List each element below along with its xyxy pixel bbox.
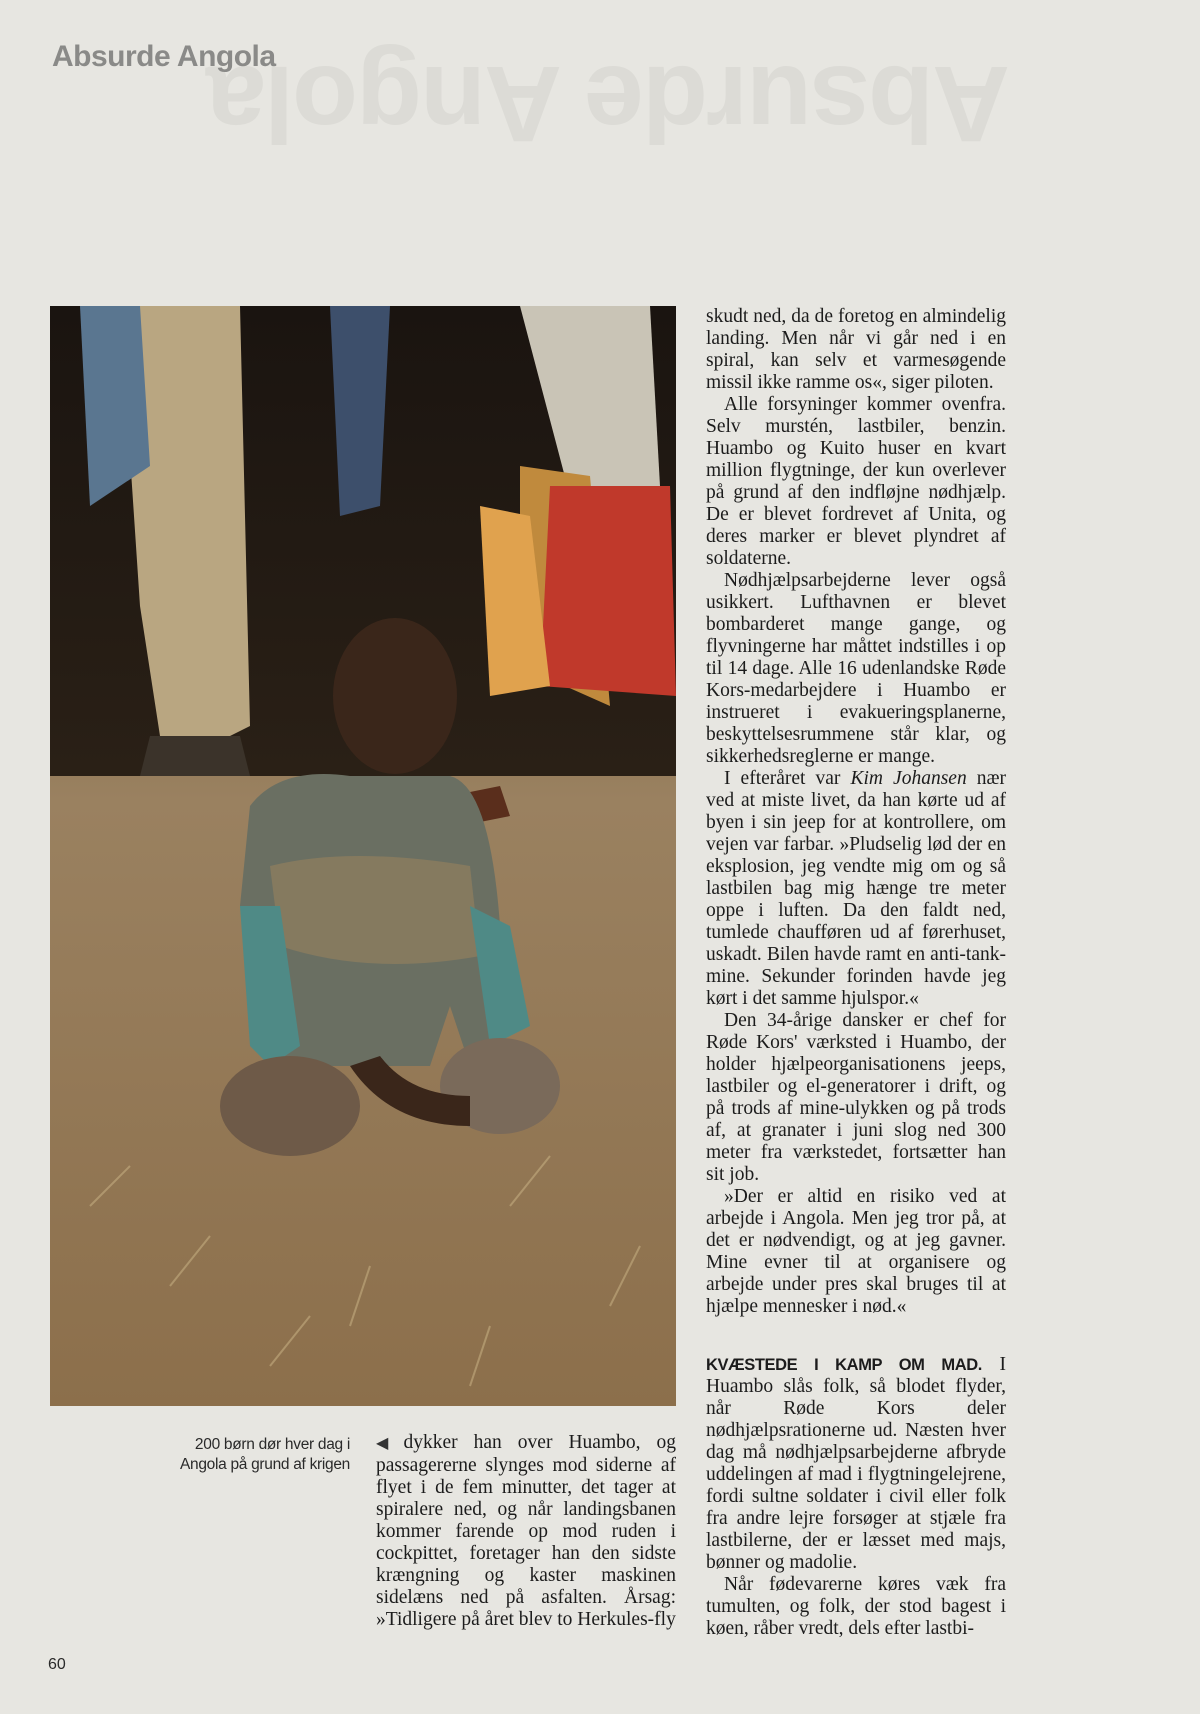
article-paragraph: Den 34-årige dansker er chef for Røde Kors' værksted i Huambo, der holder hjælpeorganisationens jeeps, lastbiler og el-generatorer i drift, og på trods af mine-ulykken og på trods af, at granater i juni slog ned 300 meter fra værkstedet, fortsætter han sit job. [706, 1010, 1006, 1185]
article-paragraph: »Der er altid en risiko ved at arbejde i Angola. Men jeg tror på, at det er nødvendigt, og at jeg gavner. Mine evner til at organisere og arbejde under pres skal bruges til at hjælpe mennesker i nød.« [706, 1186, 1006, 1317]
section-title: Absurde Angola [52, 40, 276, 73]
article-paragraph: I efteråret var Kim Johansen nær ved at miste livet, da han kørte ud af byen i sin jeep for at kontrollere, om vejen var farbar. »Pludselig lød der en eksplosion, jeg vendte mig om og så lastbilen bag mig hænge tre meter oppe i luften. Da den faldt ned, tumlede chaufføren ud af førerhuset, uskadt. Bilen havde ramt en anti-tank-mine. Sekunder forinden havde jeg kørt i det samme hjulspor.« [706, 768, 1007, 1009]
article-column-middle [376, 1432, 676, 1631]
article-paragraph: Når fødevarerne køres væk fra tumulten, og folk, der stod bagest i køen, råber vredt, dels efter lastbi- [706, 1574, 1006, 1639]
article-paragraph: skudt ned, da de foretog en almindelig landing. Men når vi går ned i en spiral, kan selv et varmesøgende missil ikke ramme os«, siger piloten. [706, 306, 1006, 393]
article-paragraph-lead: KVÆSTEDE I KAMP OM MAD. I Huambo slås folk, så blodet flyder, når Røde Kors deler nødhjælpsrationerne ud. Næsten hver dag må nødhjælpsarbejderne afbryde uddelingen af mad i flygtningelejrene, fordi sultne soldater i civil eller folk fra andre lejre forsøger at stjæle fra lastbilerne, der er læsset med majs, bønner og madolie. [706, 1354, 1006, 1573]
photo-child-sitting [50, 306, 676, 1406]
article-column-right [706, 306, 1006, 1640]
page-number: 60 [48, 1656, 66, 1673]
article-paragraph: Nødhjælpsarbejderne lever også usikkert. Lufthavnen er blevet bombarderet mange gange, og flyvningerne har måttet indstilles i op til 14 dage. Alle 16 udenlandske Røde Kors-medarbejdere i Huambo er instrueret i evakueringsplanerne, beskyttelsesrummene står klar, og sikkerhedsreglerne er mange. [706, 570, 1006, 767]
article-paragraph: Alle forsyninger kommer ovenfra. Selv murstén, lastbiler, benzin. Huambo og Kuito huser en kvart million flygtninge, der kun overlever på grund af den indfløjne nødhjælp. De er blevet fordrevet af Unita, og deres marker er blevet plyndret af soldaterne. [706, 394, 1006, 569]
photo-caption: 200 børn dør hver dag i Angola på grund af krigen [179, 1436, 350, 1474]
person-name: Kim Johansen [850, 768, 967, 789]
ghost-title-reflection: Absurde Angola [207, 44, 1010, 165]
subheading-lead: KVÆSTEDE I KAMP OM MAD. [706, 1356, 982, 1374]
article-paragraph: ◀ dykker han over Huambo, og passagererne slynges mod siderne af flyet i de fem minutter, det tager at spiralere ned, og når landingsbanen kommer farende op mod ruden i cockpittet, foretager han den sidste krængning og kaster maskinen sidelæns ned på asfalten. Årsag: »Tidligere på året blev to Herkules-fly [376, 1432, 676, 1630]
continuation-triangle-icon: ◀ [376, 1435, 400, 1452]
